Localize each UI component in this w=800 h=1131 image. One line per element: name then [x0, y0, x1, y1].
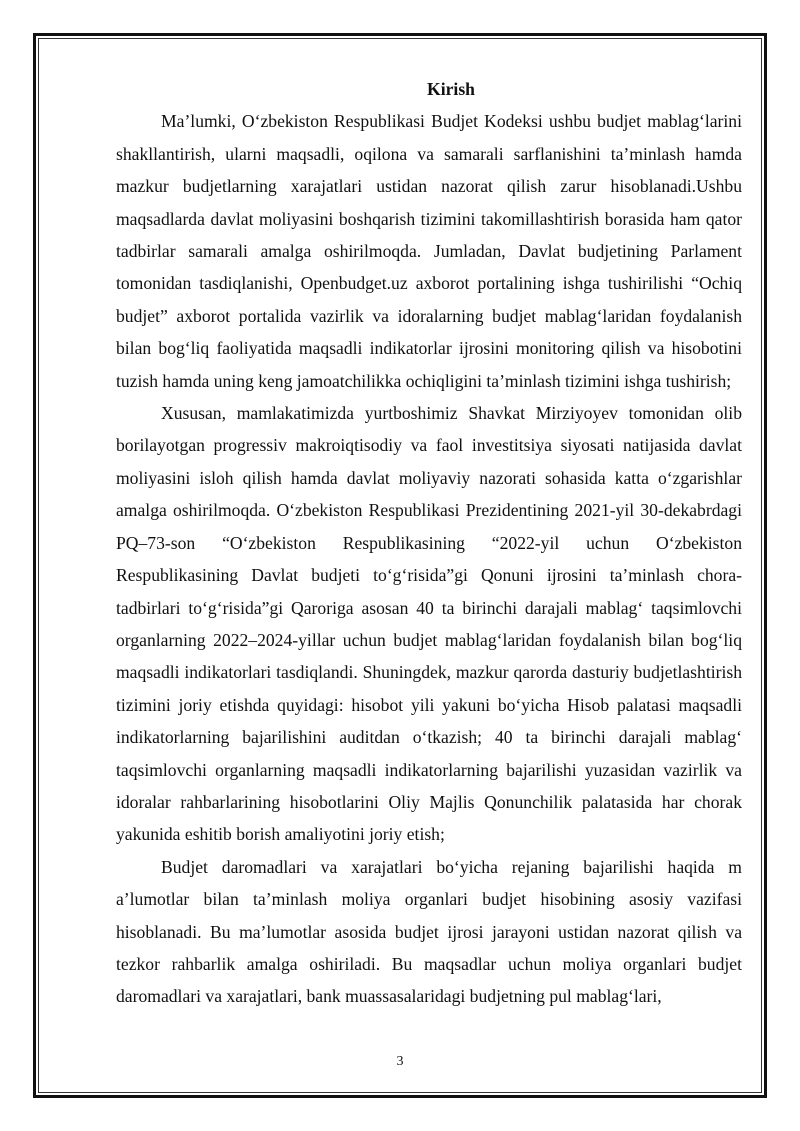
paragraph-2: Xususan, mamlakatimizda yurtboshimiz Shavkat Mirziyoyev tomonidan olib borilayotgan progressiv makroiqtisodiy va faol investitsiya siyosati natijasida davlat moliyasini isloh qilish hamda davlat moliyaviy nazorati sohasida katta o‘zgarishlar amalga oshirilmoqda. O‘zbekiston Respublikasi Prezidentining 2021-yil 30-dekabrdagi PQ–73-son “O‘zbekiston Respublikasining “2022-yil uchun O‘zbekiston Respublikasining Davlat budjeti to‘g‘risida”gi Qonuni ijrosini ta’minlash chora-tadbirlari to‘g‘risida”gi Qaroriga asosan 40 ta birinchi darajali mablag‘ taqsimlovchi organlarning 2022–2024-yillar uchun budjet mablag‘laridan foydalanish bilan bog‘liq maqsadli indikatorlari tasdiqlandi. Shuningdek, mazkur qarorda dasturiy budjetlashtirish tizimini joriy etishda quyidagi: hisobot yili yakuni bo‘yicha Hisob palatasi maqsadli indikatorlarning bajarilishini auditdan o‘tkazish; 40 ta birinchi darajali mablag‘ taqsimlovchi organlarning maqsadli indikatorlarning bajarilishi yuzasidan vazirlik va idoralar rahbarlarining hisobotlarini Oliy Majlis Qonunchilik palatasida har chorak yakunida eshitib borish amaliyotini joriy etish;	[116, 403, 742, 845]
document-body	[116, 73, 742, 1013]
paragraph-3: Budjet daromadlari va xarajatlari bo‘yicha rejaning bajarilishi haqida m a’lumotlar bilan ta’minlash moliya organlari budjet hisobining asosiy vazifasi hisoblanadi. Bu ma’lumotlar asosida budjet ijrosi jarayoni ustidan nazorat qilish va tezkor rahbarlik amalga oshiriladi. Bu maqsadlar uchun moliya organlari budjet daromadlari va xarajatlari, bank muassasalaridagi budjetning pul mablag‘lari,	[116, 856, 742, 1007]
paragraph-1: Ma’lumki, O‘zbekiston Respublikasi Budjet Kodeksi ushbu budjet mablag‘larini shakllantirish, ularni maqsadli, oqilona va samarali sarflanishini ta’minlash hamda mazkur budjetlarning xarajatlari ustidan nazorat qilish zarur hisoblanadi.Ushbu maqsadlarda davlat moliyasini boshqarish tizimini takomillashtirish borasida ham qator tadbirlar samarali amalga oshirilmoqda. Jumladan, Davlat budjetining Parlament tomonidan tasdiqlanishi, Openbudget.uz axborot portalining ishga tushirilishi “Ochiq budjet” axborot portalida vazirlik va idoralarning budjet mablag‘laridan foydalanish bilan bog‘liq faoliyatida maqsadli indikatorlar ijrosini monitoring qilish va hisobotini tuzish hamda uning keng jamoatchilikka ochiqligini ta’minlash tizimini ishga tushirish;	[116, 111, 742, 391]
section-title: Kirish	[427, 79, 475, 99]
page-number: 3	[396, 1054, 404, 1069]
